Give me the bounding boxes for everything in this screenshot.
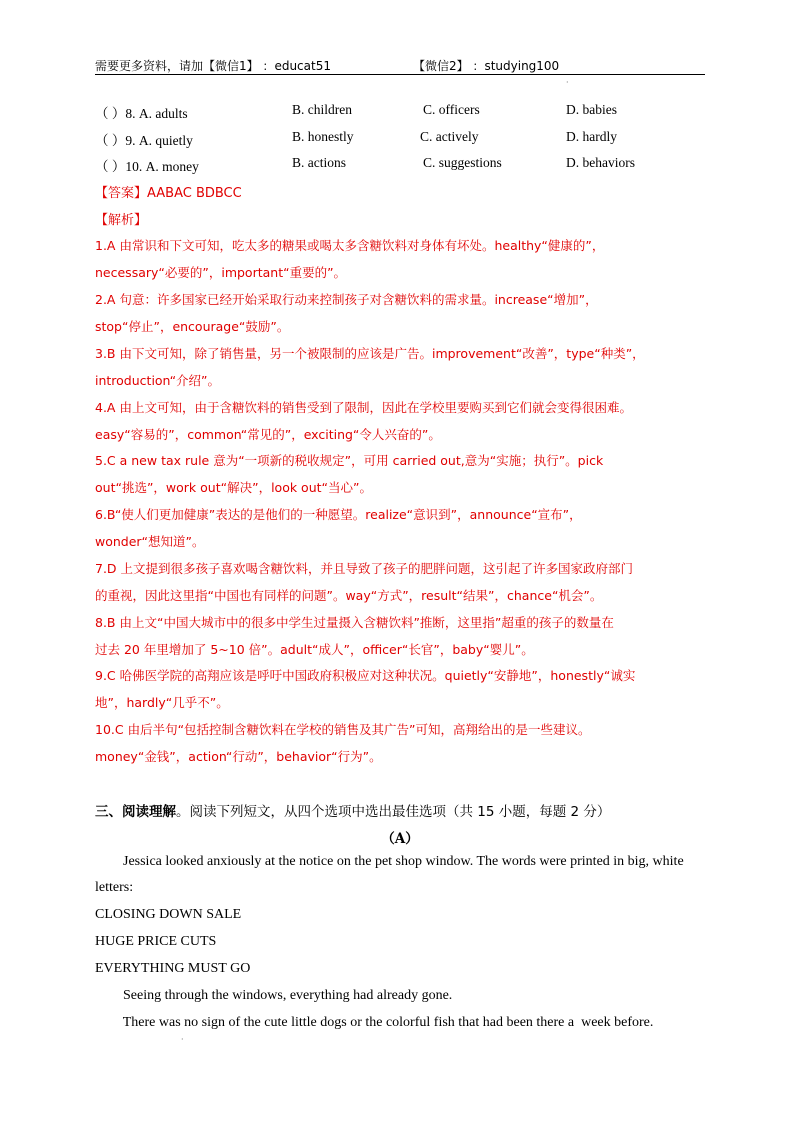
question-8-option-c: C. officers	[423, 102, 480, 117]
passage-line: letters:	[95, 880, 134, 895]
explanation-line: 6.B“使人们更加健康”表达的是他们的一种愿望。realize“意识到”，announce“宣布”，	[95, 507, 582, 522]
passage-line: EVERYTHING MUST GO	[95, 961, 251, 976]
answer-key: 【答案】AABAC BDBCC	[95, 186, 242, 201]
explanation-line: introduction“介绍”。	[95, 373, 221, 388]
passage-title: （A）	[381, 831, 419, 847]
explanation-line: 地”，hardly“几乎不”。	[95, 695, 229, 710]
question-10-option-c: C. suggestions	[423, 155, 502, 170]
section-heading-bold: 三、阅读理解	[95, 804, 176, 820]
question-8-option-b: B. children	[292, 102, 352, 117]
explanation-line: 8.B 由上文“中国大城市中的很多中学生过量摄入含糖饮料”推断，这里指”超重的孩子的数量在	[95, 615, 614, 630]
passage-line: Seeing through the windows, everything had already gone.	[95, 988, 453, 1003]
passage-line: Jessica looked anxiously at the notice on the pet shop window. The words were printed in big, white	[95, 854, 684, 869]
explanation-line: 的重视，因此这里指“中国也有同样的问题”。way“方式”，result“结果”，chance“机会”。	[95, 588, 603, 603]
question-9-option-d: D. hardly	[566, 129, 617, 144]
stray-mark: ·	[566, 78, 569, 87]
explanation-line: 3.B 由下文可知，除了销售量，另一个被限制的应该是广告。improvement“改善”，type“种类”，	[95, 346, 645, 361]
explanation-line: necessary“必要的”，important“重要的”。	[95, 265, 347, 280]
explanation-line: easy“容易的”，common“常见的”，exciting“令人兴奋的”。	[95, 427, 441, 442]
page-header	[95, 55, 705, 75]
header-divider	[95, 74, 705, 75]
question-9-option-a: （ ）9. A. quietly	[95, 133, 193, 148]
explanation-line: 5.C a new tax rule 意为“一项新的税收规定”，可用 carried out,意为“实施；执行”。pick	[95, 453, 604, 468]
header-contact-1: 需要更多资料，请加【微信1】 ：educat51	[95, 59, 331, 73]
explanation-line: money“金钱”，action“行动”，behavior“行为”。	[95, 749, 382, 764]
explanation-line: stop“停止”，encourage“鼓励”。	[95, 319, 290, 334]
explanation-line: 1.A 由常识和下文可知，吃太多的糖果或喝太多含糖饮料对身体有坏处。healthy“健康的”，	[95, 238, 605, 253]
stray-mark: ·	[181, 1035, 184, 1044]
explanation-line: 7.D 上文提到很多孩子喜欢喝含糖饮料，并且导致了孩子的肥胖问题，这引起了许多国家政府部门	[95, 561, 634, 576]
section-heading	[95, 800, 610, 820]
explanation-line: wonder“想知道”。	[95, 534, 205, 549]
question-10-option-a: （ ）10. A. money	[95, 159, 199, 174]
question-8-option-d: D. babies	[566, 102, 617, 117]
explanation-line: 4.A 由上文可知，由于含糖饮料的销售受到了限制，因此在学校里要购买到它们就会变得很困难。	[95, 400, 632, 415]
header-contact-2: 【微信2】 ：studying100	[413, 59, 560, 73]
passage-line: HUGE PRICE CUTS	[95, 934, 217, 949]
explanation-line: 过去 20 年里增加了 5~10 倍”。adult“成人”，officer“长官”，baby“婴儿”。	[95, 642, 534, 657]
analysis-label: 【解析】	[95, 213, 148, 228]
explanation-line: 10.C 由后半句“包括控制含糖饮料在学校的销售及其广告”可知，高翔给出的是一些建议。	[95, 722, 591, 737]
explanation-line: 9.C 哈佛医学院的高翔应该是呼吁中国政府积极应对这种状况。quietly“安静地”，honestly“诚实	[95, 668, 636, 683]
question-9-option-b: B. honestly	[292, 129, 354, 144]
passage-line: CLOSING DOWN SALE	[95, 907, 242, 922]
explanation-line: 2.A 句意：许多国家已经开始采取行动来控制孩子对含糖饮料的需求量。increase“增加”，	[95, 292, 598, 307]
question-8-option-a: （ ）8. A. adults	[95, 106, 188, 121]
passage-line: There was no sign of the cute little dogs or the colorful fish that had been there a week before.	[95, 1015, 654, 1030]
question-10-option-d: D. behaviors	[566, 155, 635, 170]
explanation-line: out“挑选”，work out“解决”，look out“当心”。	[95, 480, 372, 495]
section-heading-instructions: 。阅读下列短文，从四个选项中选出最佳选项（共 15 小题，每题 2 分）	[176, 804, 611, 820]
question-9-option-c: C. actively	[420, 129, 479, 144]
question-10-option-b: B. actions	[292, 155, 346, 170]
